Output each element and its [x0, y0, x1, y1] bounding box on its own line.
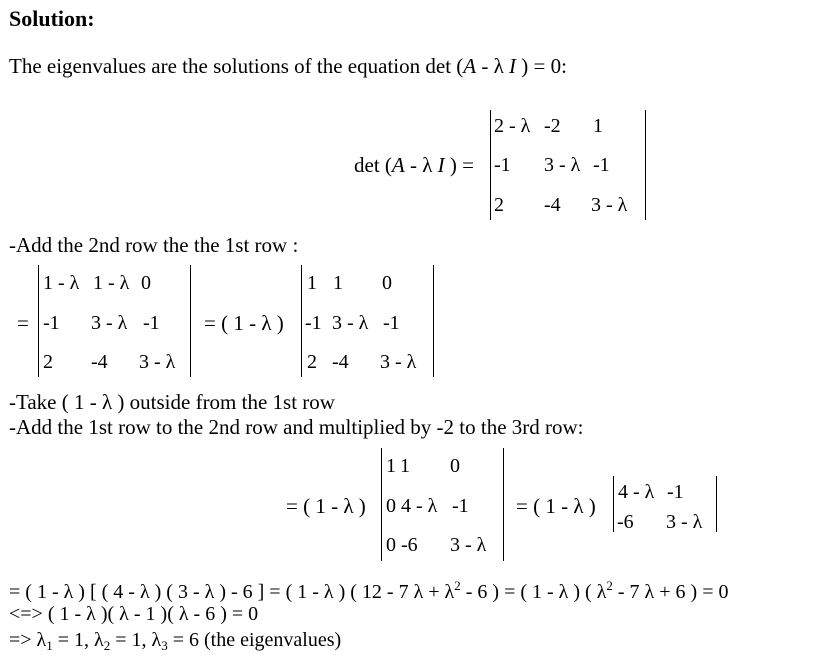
matrix-3-right-bar	[433, 265, 434, 377]
matrix-5-cell: -1	[667, 481, 684, 503]
matrix-2-cell: -1	[43, 312, 60, 334]
matrix-4-cell: 1	[400, 455, 410, 477]
matrix-3-cell: 2	[307, 351, 317, 373]
matrix-4-left-bar	[381, 448, 382, 561]
matrix-1-cell: 3 - λ	[591, 194, 628, 216]
matrix-3-cell: 3 - λ	[332, 312, 369, 334]
matrix-2-cell: 0	[141, 272, 151, 294]
matrix-1-cell: -1	[494, 154, 511, 176]
step-3-text: -Add the 1st row to the 2nd row and multiplied by -2 to the 3rd row:	[9, 415, 584, 439]
matrix-1-cell: 3 - λ	[544, 154, 581, 176]
matrix-4-cell: 0	[386, 534, 396, 556]
matrix-5-cell: 4 - λ	[618, 481, 655, 503]
matrix-4-cell: 0	[450, 455, 460, 477]
solution-heading: Solution:	[9, 6, 95, 31]
matrix-1-right-bar	[645, 110, 646, 220]
step-2-text: -Take ( 1 - λ ) outside from the 1st row	[9, 390, 335, 414]
matrix-2-cell: -4	[91, 351, 108, 373]
matrix-2-cell: 1 - λ	[93, 272, 130, 294]
matrix-3-cell: 0	[382, 272, 392, 294]
matrix-1-cell: 2 - λ	[494, 115, 531, 137]
matrix-1-cell: -2	[544, 115, 561, 137]
matrix-3-cell: -1	[383, 312, 400, 334]
matrix-4-cell: 0	[386, 495, 396, 517]
equals-sign: =	[17, 311, 29, 335]
matrix-3-cell: -1	[305, 312, 322, 334]
matrix-5-right-bar	[716, 476, 717, 532]
matrix-5-left-bar	[613, 476, 614, 532]
matrix-5-cell: 3 - λ	[666, 511, 703, 533]
matrix-4-cell: 1	[386, 455, 396, 477]
matrix-1-cell: -1	[593, 154, 610, 176]
result-line-3: => $\lambda_1 = 1$, $\lambda_2 = 1$, $\lambda_3 = 6$ (the eigenvalues)	[9, 629, 342, 653]
factor-expression: = ( 1 - λ )	[516, 494, 596, 518]
matrix-4-cell: 4 - λ	[401, 495, 438, 517]
matrix-2-cell: 1 - λ	[43, 272, 80, 294]
factor-expression: = ( 1 - λ )	[286, 494, 366, 518]
matrix-2-cell: 3 - λ	[91, 312, 128, 334]
matrix-2-cell: -1	[143, 312, 160, 334]
matrix-3-cell: -4	[332, 351, 349, 373]
matrix-3-left-bar	[301, 265, 302, 377]
matrix-4-right-bar	[503, 448, 504, 561]
matrix-2-left-bar	[38, 265, 39, 377]
matrix-1-cell: 1	[593, 115, 603, 137]
matrix-3-cell: 1	[333, 272, 343, 294]
matrix-2-cell: 3 - λ	[139, 351, 176, 373]
matrix-4-cell: -6	[401, 534, 418, 556]
matrix-4-cell: 3 - λ	[450, 534, 487, 556]
matrix-3-cell: 1	[307, 272, 317, 294]
matrix-4-cell: -1	[452, 495, 469, 517]
det-expression: det (A - λ I ) =	[354, 153, 475, 177]
matrix-2-right-bar	[190, 265, 191, 377]
step-1-text: -Add the 2nd row the the 1st row :	[9, 233, 299, 257]
matrix-1-cell: -4	[544, 194, 561, 216]
intro-text: The eigenvalues are the solutions of the equation det (A - λ I ) = 0:	[9, 54, 567, 78]
matrix-5-cell: -6	[617, 511, 634, 533]
factor-expression: = ( 1 - λ )	[204, 311, 284, 335]
matrix-2-cell: 2	[43, 351, 53, 373]
result-line-2: <=> ( 1 - λ )( λ - 1 )( λ - 6 ) = 0	[9, 603, 259, 625]
result-line-1: = ( 1 - λ ) [ ( 4 - λ ) ( 3 - λ ) - 6 ] = ( 1 - λ ) ( 12 - 7 $\lambda + \lambda^2 - 6$ ) = ( 1 - λ ) ( $\lambda^2 - 7$ λ + 6 ) = 0	[9, 578, 729, 603]
matrix-1-left-bar	[490, 110, 491, 220]
matrix-3-cell: 3 - λ	[380, 351, 417, 373]
matrix-1-cell: 2	[494, 194, 504, 216]
